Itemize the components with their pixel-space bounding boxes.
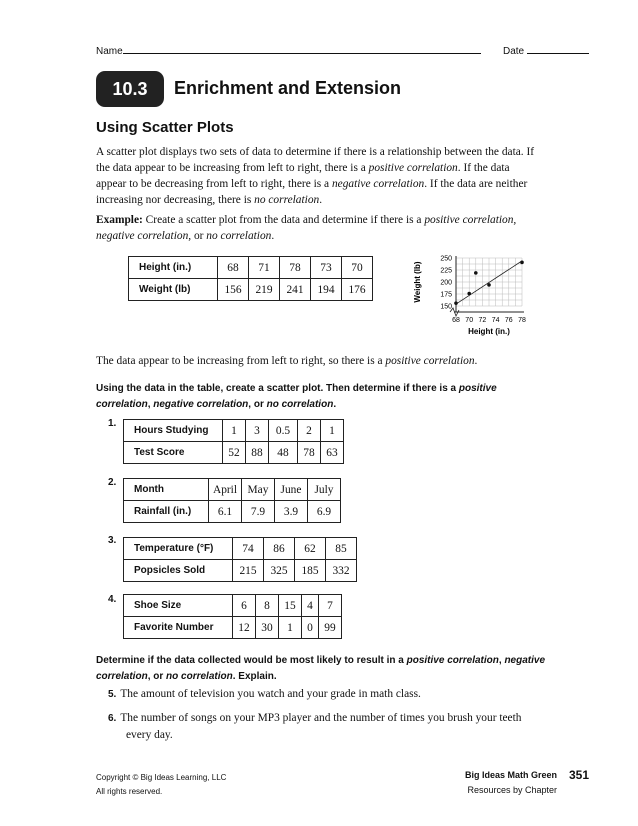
chart-grid [456,258,522,306]
chart-x-tick-label: 78 [518,317,526,324]
practice-instructions: Using the data in the table, create a scatter plot. Then determine if there is a positive correlation, negative correlation, or no correlation. [96,383,497,410]
problem-number: 1. [108,418,117,429]
chart-point [474,271,478,275]
chart-x-tick-label: 70 [465,317,474,324]
section-number-badge: 10.3 [96,71,164,107]
table-row: Hours Studying 1 3 0.5 2 1 [124,420,344,442]
chart-point [467,292,471,296]
chart-y-axis-label: Weight (lb) [413,261,422,303]
chart-axes [450,256,524,316]
chart-y-tick-label: 250 [440,255,452,263]
footer-copyright: Copyright © Big Ideas Learning, LLC All rights reserved. [96,773,227,796]
table-row: Weight (lb) 156 219 241 194 176 [129,279,373,301]
lesson-title: Using Scatter Plots [96,119,234,136]
question-6: 6. The number of songs on your MP3 player and the number of times you brush your teeth every day. [108,712,522,741]
page-number: 351 [569,768,590,782]
chart-point [487,283,491,287]
chart-x-tick-label: 76 [504,317,513,324]
chart-point [520,261,524,265]
table-row: Popsicles Sold 215 325 185 332 [124,560,357,582]
chart-point [454,301,458,305]
table-row: Rainfall (in.) 6.1 7.9 3.9 6.9 [124,501,341,523]
footer-book-info: Big Ideas Math Green Resources by Chapter [464,770,557,795]
example-label: Example: [96,214,143,226]
section-title: Enrichment and Extension [174,78,402,98]
table-row: Test Score 52 88 48 78 63 [124,442,344,464]
chart-x-tick-label: 74 [491,317,500,324]
example-scatter-plot [408,248,538,348]
problem-1-table [123,419,344,464]
name-underline[interactable] [123,44,481,54]
table-row: Temperature (°F) 74 86 62 85 [124,538,357,560]
problem-number: 3. [108,535,117,546]
table-row: Shoe Size 6 8 15 4 7 [124,595,342,617]
chart-y-tick-label: 200 [440,279,452,287]
problem-3-table [123,537,357,582]
chart-x-axis-label: Height (in.) [468,327,510,336]
date-underline[interactable] [527,44,589,54]
chart-y-tick-label: 175 [440,291,452,299]
intro-paragraph: A scatter plot displays two sets of data to determine if there is a relationship between the data. If the data appear to be increasing from left to right, there is a positive correlation. If the data appear to be decreasing from left to right, there is a negative correlation. If the data are neither increasing nor decreasing, there is no correlation. [96,146,535,206]
problem-4-table [123,594,342,639]
chart-x-tick-label: 72 [478,317,487,324]
explain-instructions: Determine if the data collected would be most likely to result in a positive correlation, negative correlation, or no correlation. Explain. [96,655,546,682]
question-5: 5. The amount of television you watch and your grade in math class. [108,688,421,700]
table-row: Month April May June July [124,479,341,501]
date-field[interactable] [503,44,589,57]
date-label: Date [503,46,525,57]
example-conclusion: The data appear to be increasing from left to right, so there is a positive correlation. [96,355,478,367]
problem-2-table [123,478,341,523]
name-field[interactable] [96,44,481,57]
problem-number: 2. [108,477,117,488]
chart-tick-labels [440,256,526,325]
example-paragraph: Example: Create a scatter plot from the data and determine if there is a positive correlation, negative correlation, or no correlation. [96,214,517,242]
table-row: Favorite Number 12 30 1 0 99 [124,617,342,639]
problem-number: 4. [108,594,117,605]
table-row: Height (in.) 68 71 78 73 70 [129,257,373,279]
chart-y-tick-label: 225 [440,267,452,275]
chart-y-tick-label: 150 [440,303,452,311]
name-label: Name [96,46,123,57]
chart-x-tick-label: 68 [452,317,460,324]
example-data-table [128,256,373,301]
